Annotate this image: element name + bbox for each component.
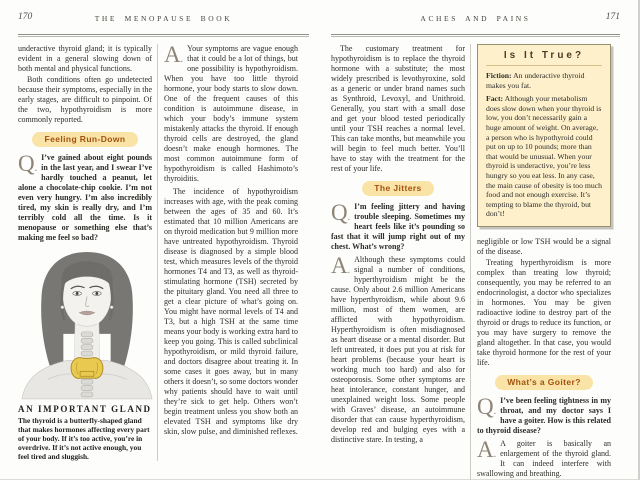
- header-rule: [18, 34, 309, 37]
- fiction-label: Fiction:: [486, 71, 512, 80]
- answer-block: [331, 255, 465, 445]
- paragraph: underactive thyroid gland; it is typically evident in a general slowing down of both mental and physical functions.: [18, 44, 152, 73]
- answer-block: [477, 436, 611, 479]
- answer-text: Your symptoms are vague enough that it could be a lot of things, but one possibility is hypothyroidism. When you have too little thyroid hormone, your body starts to slow down. One of the frequent causes of this condition is autoimmune disease, in which your body’s immune system mistakenly attacks the thyroid. If enough thyroid cells are destroyed, the gland doesn’t make enough hormones. The most common autoimmune form of hypothyroidism is called Hashimoto’s thyroiditis.: [164, 44, 298, 183]
- section-heading-feeling-run-down: Feeling Run-Down: [32, 132, 137, 147]
- question-text: I’ve been feeling tightness in my throat, and my doctor says I have a goiter. How is this related to thyroid disease?: [477, 395, 612, 435]
- fiction-paragraph: [486, 71, 602, 90]
- paragraph: The incidence of hypothyroidism increases with age, with the peak coming between the ages of 35 and 60. It’s estimated that 10 million Americans are on thyroid medication but 9 million more have untreated hypothyroidism. Thyroid disease is diagnosed by a simple blood test, which measures levels of the thyroid hormones T4 and T3, as well as thyroid-stimulating hormone (TSH) secreted by the pituitary gland. You need all three to get a clear picture of what’s going on. You might have normal levels of T4 and T3, but a high TSH at the same time means your body is working extra hard to keep you going. This is called subclinical hypothyroidism, or mild thyroid failure, and doctors disagree about treating it. In some cases it goes away, but in many others it doesn’t, so some doctors wonder why patients should have to wait until they’re sick to get help. Others won’t begin treatment unless you show both an elevated TSH and symptoms like dry skin, slow pulse, and diminished reflexes.: [164, 187, 298, 436]
- a-dropcap: A.: [164, 42, 184, 67]
- page-170: [0, 0, 319, 480]
- a-dropcap: A.: [477, 436, 497, 462]
- is-it-true-title: Is It True?: [486, 51, 602, 66]
- right-page-column-2: [471, 44, 611, 480]
- page-header-right: [331, 12, 620, 28]
- fact-label: Fact:: [486, 94, 504, 104]
- woman-thyroid-figure: [18, 248, 156, 400]
- q-dropcap: Q.: [18, 151, 38, 176]
- answer-text: A goiter is basically an enlargement of the thyroid gland. It can indeed interfere with swallowing and breathing.: [477, 438, 611, 478]
- left-page-column-2: [158, 44, 298, 461]
- question-text: I’ve gained about eight pounds in the last year, and I swear I’ve hardly touched a peanut, let alone a chocolate-chip cookie. I’m not even very hungry. I’m also incredibly tired, my skin is really dry, and I’m terribly cold all the time. Is it menopause or something else that’s making me feel so bad?: [18, 153, 152, 242]
- figure-caption-title: AN IMPORTANT GLAND: [18, 404, 152, 414]
- is-it-true-box: [477, 44, 611, 227]
- section-heading-whats-a-goiter: What’s a Goiter?: [495, 375, 593, 390]
- page-171: [319, 0, 638, 480]
- paragraph: Treating hyperthyroidism is more complex than treating low thyroid; consequently, you may be referred to an endocrinologist, a doctor who specializes in hormones. You may be given radioactive iodine to destroy part of the thyroid or drugs to reduce its function, or you may have surgery to remove the gland altogether. In that case, you would take thyroid hormone for the rest of your life.: [477, 257, 611, 367]
- running-head: THE MENOPAUSE BOOK: [94, 14, 233, 23]
- answer-text: Although these symptoms could signal a number of conditions, hyperthyroidism might be the cause. Only about 2.6 million Americans have hyperthyroidism, while about 9.6 million, most of them women, are afflicted with hypothyroidism. Hyperthyroidism is often misdiagnosed as heart disease or a mental disorder. But left untreated, it does put you at risk for heart problems (because your heart is working much too hard) and also for osteoporosis. Some other symptoms are heat intolerance, constant hunger, and unexplained weight loss. Some people with Graves’ disease, an autoimmune disorder that can cause hyperthyroidism, develop red and bulging eyes with a distinctive stare. In testing, a: [331, 255, 465, 444]
- fact-text: Although your metabolism does slow down when your thyroid is low, you don’t necessarily gain a huge amount of weight. On average, a person who is hypothyroid could put on up to 10 pounds; more than that would be unusual. When your thyroid is underactive, you’re less hungry so you eat less. In any case, the main cause of obesity is too much food and not enough exercise. It’s tempting to blame the thyroid, but don’t!: [486, 94, 602, 219]
- q-dropcap: Q.: [331, 200, 351, 225]
- section-heading-the-jitters: The Jitters: [362, 181, 433, 196]
- page-number: 171: [605, 12, 620, 22]
- paragraph: The customary treatment for hypothyroidism is to replace the thyroid hormone with a substitute; the most widely prescribed is levothyroxine, sold as a generic or under brand names such as Synthroid, Levoxyl, and Unithroid. Generally, you start with a small dose and get your blood tested periodically until your TSH reaches a normal level. This can take months, but meanwhile you will begin to feel much better. You’ll have to stay with the treatment for the rest of your life.: [331, 44, 465, 173]
- paragraph: Both conditions often go undetected because their symptoms, especially in the early stages, are difficult to pinpoint. Of the two, hypothyroidism is more commonly reported.: [18, 75, 152, 124]
- right-page-column-1: [331, 44, 471, 480]
- fact-paragraph: [486, 94, 602, 219]
- fiction-text: An underactive thyroid makes you fat.: [486, 71, 585, 90]
- header-rule: [331, 34, 620, 37]
- question-block: [477, 393, 612, 436]
- thyroid-illustration: [18, 248, 152, 461]
- figure-caption: The thyroid is a butterfly-shaped gland that makes hormones affecting every part of your body. If it’s too active, you’re in overdrive. If it’s not active enough, you feel tired and sluggish.: [18, 416, 150, 461]
- question-block: [331, 202, 465, 252]
- question-text: I’m feeling jittery and having trouble sleeping. Sometimes my heart feels like it’s pounding so fast that it will jump right out of my chest. What’s wrong?: [331, 202, 465, 251]
- question-block: [18, 153, 152, 243]
- running-head: ACHES AND PAINS: [420, 14, 531, 23]
- page-header-left: [18, 12, 309, 28]
- answer-block: [164, 44, 298, 184]
- left-page-column-1: [18, 44, 158, 461]
- page-number: 170: [18, 12, 33, 22]
- paragraph: negligible or low TSH would be a signal of the disease.: [477, 236, 611, 256]
- q-dropcap: Q.: [477, 393, 497, 419]
- a-dropcap: A.: [331, 253, 351, 278]
- thyroid-gland-highlight: [71, 358, 103, 379]
